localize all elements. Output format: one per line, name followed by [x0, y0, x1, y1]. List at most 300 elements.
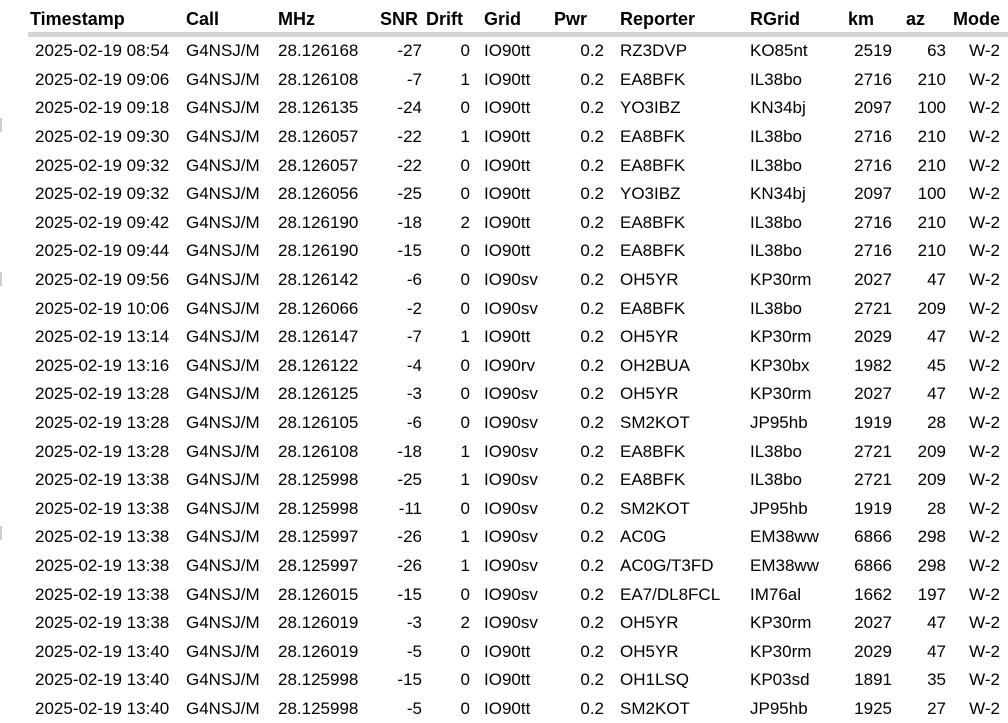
cell-grid: IO90tt	[472, 695, 544, 723]
cell-reporter: EA7/DL8FCL	[606, 580, 744, 609]
cell-snr: -6	[364, 409, 424, 438]
cell-timestamp: 2025-02-19 13:38	[28, 580, 176, 609]
col-header-drift[interactable]: Drift	[424, 6, 472, 35]
table-row	[28, 66, 1008, 95]
cell-mhz: 28.126125	[272, 380, 364, 409]
cell-mhz: 28.126019	[272, 637, 364, 666]
cell-az: 298	[894, 552, 948, 581]
cell-timestamp: 2025-02-19 09:56	[28, 266, 176, 295]
cell-snr: -25	[364, 466, 424, 495]
cell-drift: 1	[424, 323, 472, 352]
cell-drift: 0	[424, 180, 472, 209]
left-edge-marks	[0, 0, 2, 720]
cell-call: G4NSJ/M	[176, 495, 272, 524]
cell-km: 2097	[832, 94, 894, 123]
cell-az: 28	[894, 495, 948, 524]
cell-reporter: OH5YR	[606, 609, 744, 638]
cell-pwr: 0.2	[544, 552, 606, 581]
cell-rgrid: KN34bj	[744, 94, 832, 123]
cell-pwr: 0.2	[544, 266, 606, 295]
cell-grid: IO90sv	[472, 380, 544, 409]
cell-az: 197	[894, 580, 948, 609]
table-row	[28, 523, 1008, 552]
cell-km: 2029	[832, 637, 894, 666]
cell-timestamp: 2025-02-19 09:42	[28, 209, 176, 238]
cell-pwr: 0.2	[544, 237, 606, 266]
cell-pwr: 0.2	[544, 323, 606, 352]
cell-snr: -5	[364, 695, 424, 723]
cell-mhz: 28.126056	[272, 180, 364, 209]
table-row	[28, 323, 1008, 352]
cell-mhz: 28.126190	[272, 237, 364, 266]
cell-mode: W-2	[948, 466, 1008, 495]
cell-rgrid: KP30rm	[744, 637, 832, 666]
cell-reporter: OH1LSQ	[606, 666, 744, 695]
cell-rgrid: IL38bo	[744, 209, 832, 238]
cell-mode: W-2	[948, 495, 1008, 524]
cell-km: 2519	[832, 35, 894, 66]
cell-timestamp: 2025-02-19 13:38	[28, 466, 176, 495]
cell-az: 209	[894, 437, 948, 466]
cell-timestamp: 2025-02-19 10:06	[28, 294, 176, 323]
cell-reporter: YO3IBZ	[606, 180, 744, 209]
cell-az: 47	[894, 323, 948, 352]
table-row	[28, 209, 1008, 238]
cell-drift: 2	[424, 209, 472, 238]
cell-call: G4NSJ/M	[176, 66, 272, 95]
cell-timestamp: 2025-02-19 09:32	[28, 151, 176, 180]
cell-timestamp: 2025-02-19 09:32	[28, 180, 176, 209]
cell-reporter: OH5YR	[606, 323, 744, 352]
cell-snr: -15	[364, 666, 424, 695]
cell-pwr: 0.2	[544, 609, 606, 638]
cell-mhz: 28.126019	[272, 609, 364, 638]
cell-grid: IO90tt	[472, 323, 544, 352]
cell-grid: IO90tt	[472, 123, 544, 152]
cell-rgrid: IL38bo	[744, 66, 832, 95]
cell-call: G4NSJ/M	[176, 409, 272, 438]
cell-mode: W-2	[948, 266, 1008, 295]
table-row	[28, 123, 1008, 152]
cell-reporter: OH5YR	[606, 266, 744, 295]
cell-mhz: 28.126168	[272, 35, 364, 66]
cell-reporter: SM2KOT	[606, 409, 744, 438]
cell-reporter: OH2BUA	[606, 352, 744, 381]
cell-timestamp: 2025-02-19 13:40	[28, 637, 176, 666]
cell-pwr: 0.2	[544, 409, 606, 438]
table-body	[28, 35, 1008, 723]
col-header-rgrid[interactable]: RGrid	[744, 6, 832, 35]
cell-km: 2721	[832, 466, 894, 495]
cell-rgrid: IL38bo	[744, 237, 832, 266]
cell-snr: -6	[364, 266, 424, 295]
cell-mode: W-2	[948, 580, 1008, 609]
col-header-timestamp[interactable]: Timestamp	[28, 6, 176, 35]
cell-km: 1662	[832, 580, 894, 609]
table-row	[28, 352, 1008, 381]
cell-reporter: EA8BFK	[606, 437, 744, 466]
cell-call: G4NSJ/M	[176, 523, 272, 552]
cell-az: 27	[894, 695, 948, 723]
cell-drift: 0	[424, 637, 472, 666]
cell-reporter: AC0G/T3FD	[606, 552, 744, 581]
cell-grid: IO90sv	[472, 580, 544, 609]
cell-rgrid: JP95hb	[744, 695, 832, 723]
cell-drift: 1	[424, 66, 472, 95]
cell-km: 2716	[832, 209, 894, 238]
table-row	[28, 695, 1008, 723]
cell-mode: W-2	[948, 237, 1008, 266]
cell-snr: -3	[364, 609, 424, 638]
table-row	[28, 552, 1008, 581]
cell-drift: 1	[424, 466, 472, 495]
cell-az: 100	[894, 180, 948, 209]
cell-rgrid: EM38ww	[744, 523, 832, 552]
table-row	[28, 580, 1008, 609]
cell-mode: W-2	[948, 352, 1008, 381]
cell-rgrid: KP30rm	[744, 380, 832, 409]
cell-pwr: 0.2	[544, 151, 606, 180]
cell-pwr: 0.2	[544, 380, 606, 409]
table-row	[28, 151, 1008, 180]
cell-grid: IO90sv	[472, 266, 544, 295]
table-row	[28, 380, 1008, 409]
cell-km: 1891	[832, 666, 894, 695]
cell-az: 210	[894, 123, 948, 152]
cell-km: 6866	[832, 552, 894, 581]
cell-timestamp: 2025-02-19 09:06	[28, 66, 176, 95]
cell-mode: W-2	[948, 294, 1008, 323]
table-row	[28, 294, 1008, 323]
cell-call: G4NSJ/M	[176, 552, 272, 581]
cell-reporter: EA8BFK	[606, 237, 744, 266]
cell-drift: 1	[424, 437, 472, 466]
table-row	[28, 637, 1008, 666]
cell-km: 1982	[832, 352, 894, 381]
cell-grid: IO90sv	[472, 437, 544, 466]
cell-km: 2721	[832, 437, 894, 466]
col-header-km[interactable]: km	[832, 6, 894, 35]
cell-reporter: OH5YR	[606, 380, 744, 409]
cell-timestamp: 2025-02-19 09:18	[28, 94, 176, 123]
cell-call: G4NSJ/M	[176, 695, 272, 723]
cell-mhz: 28.126147	[272, 323, 364, 352]
col-header-reporter[interactable]: Reporter	[606, 6, 744, 35]
cell-mode: W-2	[948, 695, 1008, 723]
cell-mhz: 28.126142	[272, 266, 364, 295]
cell-timestamp: 2025-02-19 13:38	[28, 523, 176, 552]
cell-rgrid: KN34bj	[744, 180, 832, 209]
cell-rgrid: KP30rm	[744, 266, 832, 295]
cell-pwr: 0.2	[544, 35, 606, 66]
cell-timestamp: 2025-02-19 13:40	[28, 666, 176, 695]
cell-rgrid: KP30rm	[744, 609, 832, 638]
cell-pwr: 0.2	[544, 352, 606, 381]
cell-call: G4NSJ/M	[176, 35, 272, 66]
col-header-grid[interactable]: Grid	[472, 6, 544, 35]
cell-grid: IO90tt	[472, 35, 544, 66]
cell-timestamp: 2025-02-19 13:28	[28, 437, 176, 466]
cell-mode: W-2	[948, 323, 1008, 352]
cell-mhz: 28.126190	[272, 209, 364, 238]
cell-timestamp: 2025-02-19 13:40	[28, 695, 176, 723]
cell-grid: IO90sv	[472, 495, 544, 524]
cell-pwr: 0.2	[544, 666, 606, 695]
cell-call: G4NSJ/M	[176, 294, 272, 323]
cell-grid: IO90tt	[472, 666, 544, 695]
cell-rgrid: EM38ww	[744, 552, 832, 581]
cell-call: G4NSJ/M	[176, 466, 272, 495]
cell-mode: W-2	[948, 35, 1008, 66]
cell-snr: -2	[364, 294, 424, 323]
cell-az: 210	[894, 151, 948, 180]
cell-mhz: 28.126108	[272, 66, 364, 95]
cell-drift: 0	[424, 237, 472, 266]
cell-grid: IO90tt	[472, 180, 544, 209]
cell-mhz: 28.126057	[272, 123, 364, 152]
cell-snr: -22	[364, 123, 424, 152]
cell-rgrid: IL38bo	[744, 294, 832, 323]
cell-az: 47	[894, 609, 948, 638]
cell-az: 298	[894, 523, 948, 552]
cell-drift: 0	[424, 35, 472, 66]
cell-grid: IO90sv	[472, 294, 544, 323]
cell-reporter: YO3IBZ	[606, 94, 744, 123]
cell-drift: 0	[424, 666, 472, 695]
cell-snr: -18	[364, 437, 424, 466]
cell-pwr: 0.2	[544, 466, 606, 495]
cell-snr: -15	[364, 237, 424, 266]
cell-km: 2716	[832, 237, 894, 266]
cell-az: 47	[894, 380, 948, 409]
cell-az: 210	[894, 66, 948, 95]
cell-mhz: 28.126015	[272, 580, 364, 609]
cell-pwr: 0.2	[544, 695, 606, 723]
cell-pwr: 0.2	[544, 437, 606, 466]
cell-reporter: RZ3DVP	[606, 35, 744, 66]
cell-mhz: 28.126135	[272, 94, 364, 123]
cell-mhz: 28.125998	[272, 666, 364, 695]
cell-call: G4NSJ/M	[176, 580, 272, 609]
cell-pwr: 0.2	[544, 294, 606, 323]
cell-snr: -22	[364, 151, 424, 180]
cell-mode: W-2	[948, 409, 1008, 438]
cell-grid: IO90sv	[472, 409, 544, 438]
cell-call: G4NSJ/M	[176, 380, 272, 409]
cell-mode: W-2	[948, 151, 1008, 180]
col-header-mode[interactable]: Mode	[948, 6, 1008, 35]
spots-table	[28, 6, 1008, 723]
cell-timestamp: 2025-02-19 09:44	[28, 237, 176, 266]
cell-snr: -4	[364, 352, 424, 381]
cell-timestamp: 2025-02-19 13:28	[28, 409, 176, 438]
cell-rgrid: IL38bo	[744, 151, 832, 180]
cell-drift: 0	[424, 151, 472, 180]
cell-drift: 1	[424, 523, 472, 552]
cell-drift: 1	[424, 123, 472, 152]
cell-az: 63	[894, 35, 948, 66]
cell-az: 210	[894, 237, 948, 266]
cell-az: 100	[894, 94, 948, 123]
cell-reporter: EA8BFK	[606, 66, 744, 95]
cell-rgrid: IM76al	[744, 580, 832, 609]
table-row	[28, 437, 1008, 466]
cell-snr: -5	[364, 637, 424, 666]
cell-grid: IO90sv	[472, 523, 544, 552]
cell-mode: W-2	[948, 123, 1008, 152]
cell-drift: 0	[424, 495, 472, 524]
cell-az: 47	[894, 637, 948, 666]
cell-reporter: EA8BFK	[606, 466, 744, 495]
cell-drift: 0	[424, 409, 472, 438]
cell-call: G4NSJ/M	[176, 437, 272, 466]
header-row	[28, 6, 1008, 35]
cell-drift: 0	[424, 94, 472, 123]
cell-az: 45	[894, 352, 948, 381]
cell-km: 2716	[832, 151, 894, 180]
cell-mode: W-2	[948, 609, 1008, 638]
cell-mhz: 28.125998	[272, 466, 364, 495]
cell-mode: W-2	[948, 380, 1008, 409]
cell-timestamp: 2025-02-19 13:28	[28, 380, 176, 409]
cell-call: G4NSJ/M	[176, 94, 272, 123]
cell-km: 2716	[832, 123, 894, 152]
cell-snr: -7	[364, 323, 424, 352]
cell-mhz: 28.126066	[272, 294, 364, 323]
cell-rgrid: KO85nt	[744, 35, 832, 66]
cell-km: 2716	[832, 66, 894, 95]
cell-call: G4NSJ/M	[176, 266, 272, 295]
cell-drift: 1	[424, 552, 472, 581]
cell-snr: -27	[364, 35, 424, 66]
cell-az: 210	[894, 209, 948, 238]
cell-reporter: AC0G	[606, 523, 744, 552]
cell-az: 28	[894, 409, 948, 438]
cell-call: G4NSJ/M	[176, 180, 272, 209]
cell-drift: 0	[424, 266, 472, 295]
cell-mhz: 28.126057	[272, 151, 364, 180]
cell-km: 2097	[832, 180, 894, 209]
table-row	[28, 94, 1008, 123]
cell-snr: -26	[364, 523, 424, 552]
cell-pwr: 0.2	[544, 495, 606, 524]
cell-grid: IO90tt	[472, 209, 544, 238]
cell-pwr: 0.2	[544, 66, 606, 95]
cell-mode: W-2	[948, 637, 1008, 666]
cell-call: G4NSJ/M	[176, 151, 272, 180]
cell-rgrid: KP03sd	[744, 666, 832, 695]
cell-snr: -25	[364, 180, 424, 209]
table-row	[28, 666, 1008, 695]
cell-rgrid: IL38bo	[744, 123, 832, 152]
cell-timestamp: 2025-02-19 13:16	[28, 352, 176, 381]
cell-pwr: 0.2	[544, 123, 606, 152]
cell-pwr: 0.2	[544, 180, 606, 209]
cell-grid: IO90sv	[472, 552, 544, 581]
cell-grid: IO90sv	[472, 609, 544, 638]
cell-drift: 0	[424, 352, 472, 381]
cell-mhz: 28.126105	[272, 409, 364, 438]
cell-km: 1925	[832, 695, 894, 723]
cell-reporter: EA8BFK	[606, 151, 744, 180]
cell-mode: W-2	[948, 94, 1008, 123]
cell-snr: -11	[364, 495, 424, 524]
cell-call: G4NSJ/M	[176, 352, 272, 381]
cell-reporter: EA8BFK	[606, 209, 744, 238]
cell-pwr: 0.2	[544, 580, 606, 609]
cell-az: 209	[894, 294, 948, 323]
cell-rgrid: JP95hb	[744, 409, 832, 438]
cell-drift: 0	[424, 580, 472, 609]
cell-snr: -7	[364, 66, 424, 95]
cell-call: G4NSJ/M	[176, 637, 272, 666]
col-header-call[interactable]: Call	[176, 6, 272, 35]
cell-reporter: EA8BFK	[606, 123, 744, 152]
cell-timestamp: 2025-02-19 09:30	[28, 123, 176, 152]
cell-pwr: 0.2	[544, 523, 606, 552]
cell-call: G4NSJ/M	[176, 237, 272, 266]
table-row	[28, 466, 1008, 495]
col-header-az[interactable]: az	[894, 6, 948, 35]
cell-grid: IO90rv	[472, 352, 544, 381]
col-header-pwr[interactable]: Pwr	[544, 6, 606, 35]
cell-grid: IO90tt	[472, 66, 544, 95]
cell-mode: W-2	[948, 523, 1008, 552]
cell-snr: -26	[364, 552, 424, 581]
cell-reporter: SM2KOT	[606, 495, 744, 524]
cell-mhz: 28.125997	[272, 523, 364, 552]
cell-km: 1919	[832, 409, 894, 438]
cell-rgrid: JP95hb	[744, 495, 832, 524]
col-header-mhz[interactable]: MHz	[272, 6, 364, 35]
cell-snr: -15	[364, 580, 424, 609]
cell-timestamp: 2025-02-19 13:38	[28, 552, 176, 581]
cell-az: 209	[894, 466, 948, 495]
cell-mode: W-2	[948, 666, 1008, 695]
cell-timestamp: 2025-02-19 13:14	[28, 323, 176, 352]
cell-rgrid: IL38bo	[744, 466, 832, 495]
cell-reporter: EA8BFK	[606, 294, 744, 323]
cell-snr: -24	[364, 94, 424, 123]
cell-call: G4NSJ/M	[176, 123, 272, 152]
cell-mhz: 28.126122	[272, 352, 364, 381]
table-row	[28, 35, 1008, 66]
cell-mode: W-2	[948, 437, 1008, 466]
cell-call: G4NSJ/M	[176, 609, 272, 638]
cell-timestamp: 2025-02-19 13:38	[28, 609, 176, 638]
cell-km: 2029	[832, 323, 894, 352]
cell-mhz: 28.125997	[272, 552, 364, 581]
cell-rgrid: KP30bx	[744, 352, 832, 381]
cell-km: 2027	[832, 609, 894, 638]
cell-drift: 0	[424, 695, 472, 723]
col-header-snr[interactable]: SNR	[364, 6, 424, 35]
cell-rgrid: KP30rm	[744, 323, 832, 352]
cell-pwr: 0.2	[544, 94, 606, 123]
table-row	[28, 495, 1008, 524]
cell-call: G4NSJ/M	[176, 323, 272, 352]
cell-grid: IO90tt	[472, 237, 544, 266]
table-row	[28, 409, 1008, 438]
cell-mhz: 28.125998	[272, 695, 364, 723]
cell-call: G4NSJ/M	[176, 666, 272, 695]
cell-az: 35	[894, 666, 948, 695]
cell-mhz: 28.126108	[272, 437, 364, 466]
table-row	[28, 237, 1008, 266]
cell-mhz: 28.125998	[272, 495, 364, 524]
table-row	[28, 609, 1008, 638]
cell-mode: W-2	[948, 180, 1008, 209]
